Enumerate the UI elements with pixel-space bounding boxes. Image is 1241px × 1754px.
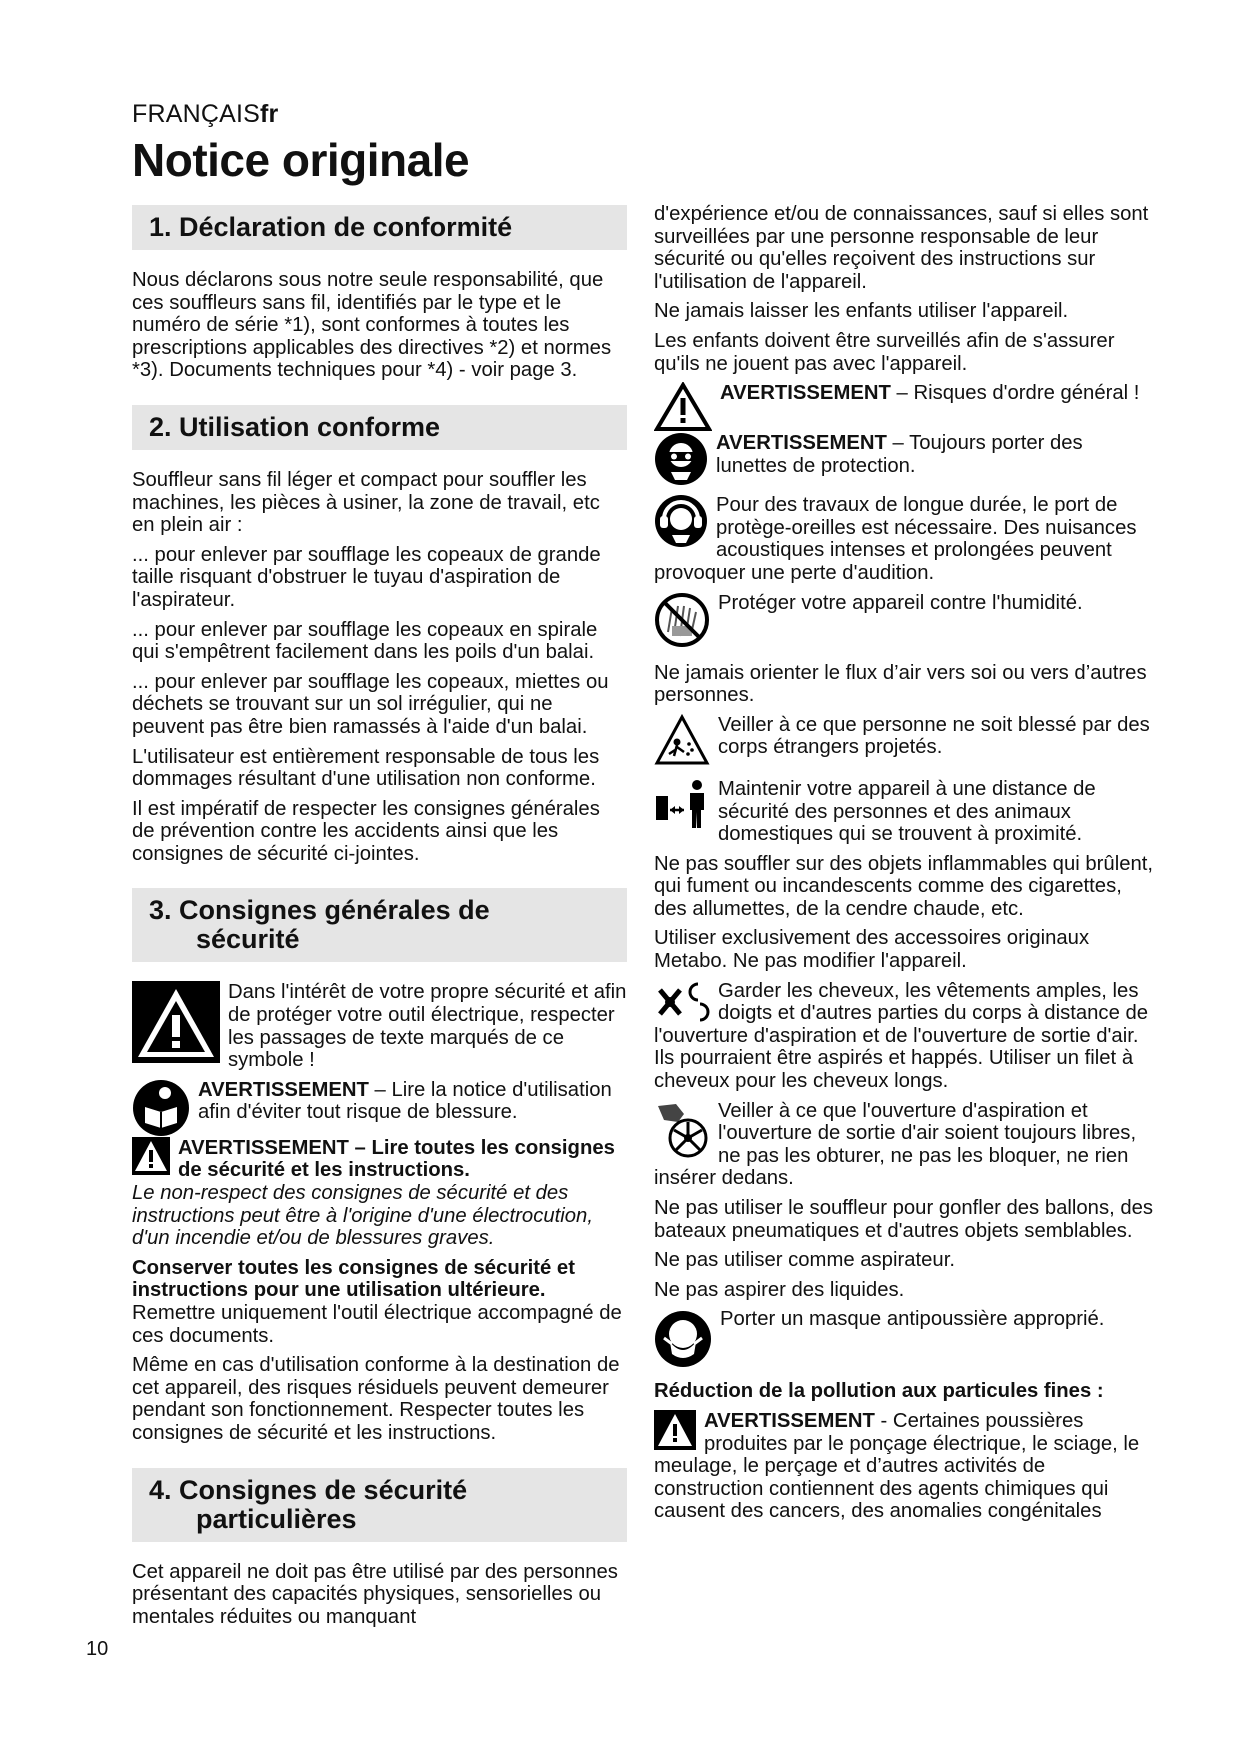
paragraph: Les enfants doivent être surveillés afin de s'assurer qu'ils ne jouent pas avec l'appareil. xyxy=(654,329,1115,375)
read-manual-icon xyxy=(132,1079,190,1137)
general-risk-warning xyxy=(654,382,1159,405)
section-heading-3-line1: 3. Consignes générales de xyxy=(149,895,490,926)
warning-triangle-icon xyxy=(654,1410,696,1450)
general-risk-warning-text: – Risques d'ordre général ! xyxy=(890,382,1140,405)
inflate-warning: Ne pas utiliser le souffleur pour gonfler des ballons, des bateaux pneumatiques et d'autres objets semblables. xyxy=(654,1197,1154,1242)
paragraph: Ne jamais laisser les enfants utiliser l'appareil. xyxy=(654,300,1069,323)
fine-dust-warning xyxy=(654,1410,1159,1523)
read-all-warning xyxy=(132,1137,627,1250)
left-column xyxy=(132,205,627,1635)
dust-mask-note xyxy=(654,1308,1159,1331)
flammable-warning: Ne pas souffler sur des objets inflammables qui brûlent, qui fument ou incandescents comme des cigarettes, des allumettes, de la cendre chaude, etc. xyxy=(654,852,1154,920)
keep-instructions xyxy=(132,1257,627,1347)
read-manual-warning xyxy=(132,1079,627,1124)
goggles-warning xyxy=(654,432,1159,477)
airflow-warning: Ne jamais orienter le flux d’air vers soi ou vers d’autres personnes. xyxy=(654,661,1147,707)
use-paragraph: ... pour enlever par soufflage les copeaux de grande taille risquant d'obstruer le tuyau d'aspiration de l'aspirateur. xyxy=(132,543,601,611)
keep-instructions-bold: Conserver toutes les consignes de sécurité et instructions pour une utilisation ultérieure. xyxy=(132,1256,575,1302)
hair-warning xyxy=(654,980,1159,1093)
language-name: FRANÇAIS xyxy=(132,100,261,128)
fan-hand-icon xyxy=(654,1100,710,1160)
dust-mask-icon xyxy=(654,1308,712,1370)
use-paragraph: ... pour enlever par soufflage les copeaux en spirale qui s'empêtrent facilement dans les poils d'un balai. xyxy=(132,618,598,664)
warning-triangle-outline-icon xyxy=(654,382,712,432)
projectile-warning xyxy=(654,714,1159,759)
no-liquids-note: Ne pas aspirer des liquides. xyxy=(654,1278,905,1301)
dust-mask-text: Porter un masque antipoussière approprié. xyxy=(720,1308,1105,1331)
section-heading-1: 1. Déclaration de conformité xyxy=(132,205,627,250)
section-heading-4-line2: particulières xyxy=(196,1503,357,1534)
use-paragraph: ... pour enlever par soufflage les copeaux, miettes ou déchets se trouvant sur un sol irrégulier, qui ne peuvent pas être bien ramassés à l'aide d'un balai. xyxy=(132,670,609,738)
section-heading-3 xyxy=(132,888,627,962)
use-paragraph: Souffleur sans fil léger et compact pour souffler les machines, les pièces à usiner, la zone de travail, etc en plein air : xyxy=(132,468,600,537)
openings-text: Veiller à ce que l'ouverture d'aspiration et l'ouverture de sortie d'air soient toujours libres, ne pas les obturer, ne pas les bloquer, ne rien insérer dedans. xyxy=(654,1099,1137,1190)
keep-instructions-text: Remettre uniquement l'outil électrique accompagné de ces documents. xyxy=(132,1302,622,1347)
residual-risk-text: Même en cas d'utilisation conforme à la destination de cet appareil, des risques résiduels peuvent demeurer pendant son fonctionnement. Respecter toutes les consignes de sécurité et les instructions. xyxy=(132,1354,620,1444)
special-safety-text: Cet appareil ne doit pas être utilisé par des personnes présentant des capacités physiques, sensorielles ou mentales réduites ou manquant xyxy=(132,1560,618,1628)
conformity-text: Nous déclarons sous notre seule responsabilité, que ces souffleurs sans fil, identifiés par le type et le numéro de série *1), sont conformes à toutes les prescriptions applicables des directives *2) et normes *3). Documents techniques pour *4) - voir page 3. xyxy=(132,269,612,382)
page-title: Notice originale xyxy=(132,134,470,186)
projectile-text: Veiller à ce que personne ne soit blessé par des corps étrangers projetés. xyxy=(718,713,1150,759)
language-code: fr xyxy=(260,100,279,128)
read-manual-warning-text: – Lire la notice d'utilisation afin d'éviter tout risque de blessure. xyxy=(198,1078,612,1124)
distance-note xyxy=(654,778,1159,846)
moisture-text: Protéger votre appareil contre l'humidité. xyxy=(718,591,1083,614)
warning-triangle-large-icon xyxy=(132,981,220,1063)
use-paragraph: L'utilisateur est entièrement responsable de tous les dommages résultant d'une utilisation non conforme. xyxy=(132,745,600,791)
warning-label: AVERTISSEMENT xyxy=(716,432,887,455)
warning-label: AVERTISSEMENT xyxy=(720,382,891,405)
accessories-note: Utiliser exclusivement des accessoires originaux Metabo. Ne pas modifier l'appareil. xyxy=(654,927,1090,973)
no-rain-icon xyxy=(654,592,710,648)
no-vacuum-note: Ne pas utiliser comme aspirateur. xyxy=(654,1249,955,1272)
openings-note xyxy=(654,1100,1159,1190)
safety-goggles-icon xyxy=(654,432,708,486)
ear-protection-note xyxy=(654,494,1159,584)
ear-protection-text: Pour des travaux de longue durée, le port de protège-oreilles est nécessaire. Des nuisances acoustiques intenses et prolongées peuvent provoquer une perte d'audition. xyxy=(654,494,1137,584)
fine-dust-heading: Réduction de la pollution aux particules fines : xyxy=(654,1380,1104,1403)
distance-text: Maintenir votre appareil à une distance de sécurité des personnes et des animaux domestiques qui se trouvent à proximité. xyxy=(718,777,1096,846)
read-all-warning-bold: AVERTISSEMENT – Lire toutes les consignes de sécurité et les instructions. xyxy=(178,1136,615,1182)
page-number: 10 xyxy=(86,1638,109,1660)
warning-label: AVERTISSEMENT xyxy=(198,1078,369,1101)
fine-dust-warning-text: - Certaines poussières produites par le ponçage électrique, le sciage, le meulage, le perçage et d’autres activités de construction contiennent des agents chimiques qui causent des cancers, des anomalies congénitales xyxy=(654,1409,1140,1523)
section-heading-4-line1: 4. Consignes de sécurité xyxy=(149,1474,468,1505)
warning-triangle-icon xyxy=(132,1137,170,1175)
projectile-hazard-icon xyxy=(654,714,710,766)
keep-distance-icon xyxy=(654,778,710,830)
read-all-warning-italic: Le non-respect des consignes de sécurité et des instructions peut être à l'origine d'une électrocution, d'un incendie et/ou de blessures graves. xyxy=(132,1182,593,1250)
ear-protection-icon xyxy=(654,494,708,548)
section-heading-2: 2. Utilisation conforme xyxy=(132,405,627,450)
moisture-note xyxy=(654,592,1159,615)
use-paragraph: Il est impératif de respecter les consignes générales de prévention contre les accidents ainsi que les consignes de sécurité ci-jointes. xyxy=(132,797,600,865)
right-column xyxy=(654,203,1159,1530)
section-heading-3-line2: sécurité xyxy=(196,924,300,955)
hair-text: Garder les cheveux, les vêtements amples, les doigts et d'autres parties du corps à distance de l'ouverture d'aspiration et de l'ouverture de sortie d'air. Ils pourraient être aspirés et happés. Utiliser un filet à cheveux pour les cheveux longs. xyxy=(654,979,1149,1093)
language-label xyxy=(132,100,278,129)
section-heading-4 xyxy=(132,1468,627,1542)
paragraph: d'expérience et/ou de connaissances, sauf si elles sont surveillées par une personne responsable de leur sécurité ou qu'elles reçoivent des instructions sur l'utilisation de l'appareil. xyxy=(654,203,1149,293)
safety-symbol-note xyxy=(132,981,627,1071)
goggles-warning-text: – Toujours porter des lunettes de protection. xyxy=(716,432,1083,477)
entanglement-icon xyxy=(654,980,710,1024)
safety-symbol-note-text: Dans l'intérêt de votre propre sécurité et afin de protéger votre outil électrique, respecter les passages de texte marqués de ce symbole ! xyxy=(228,981,627,1072)
warning-label: AVERTISSEMENT xyxy=(704,1409,875,1432)
